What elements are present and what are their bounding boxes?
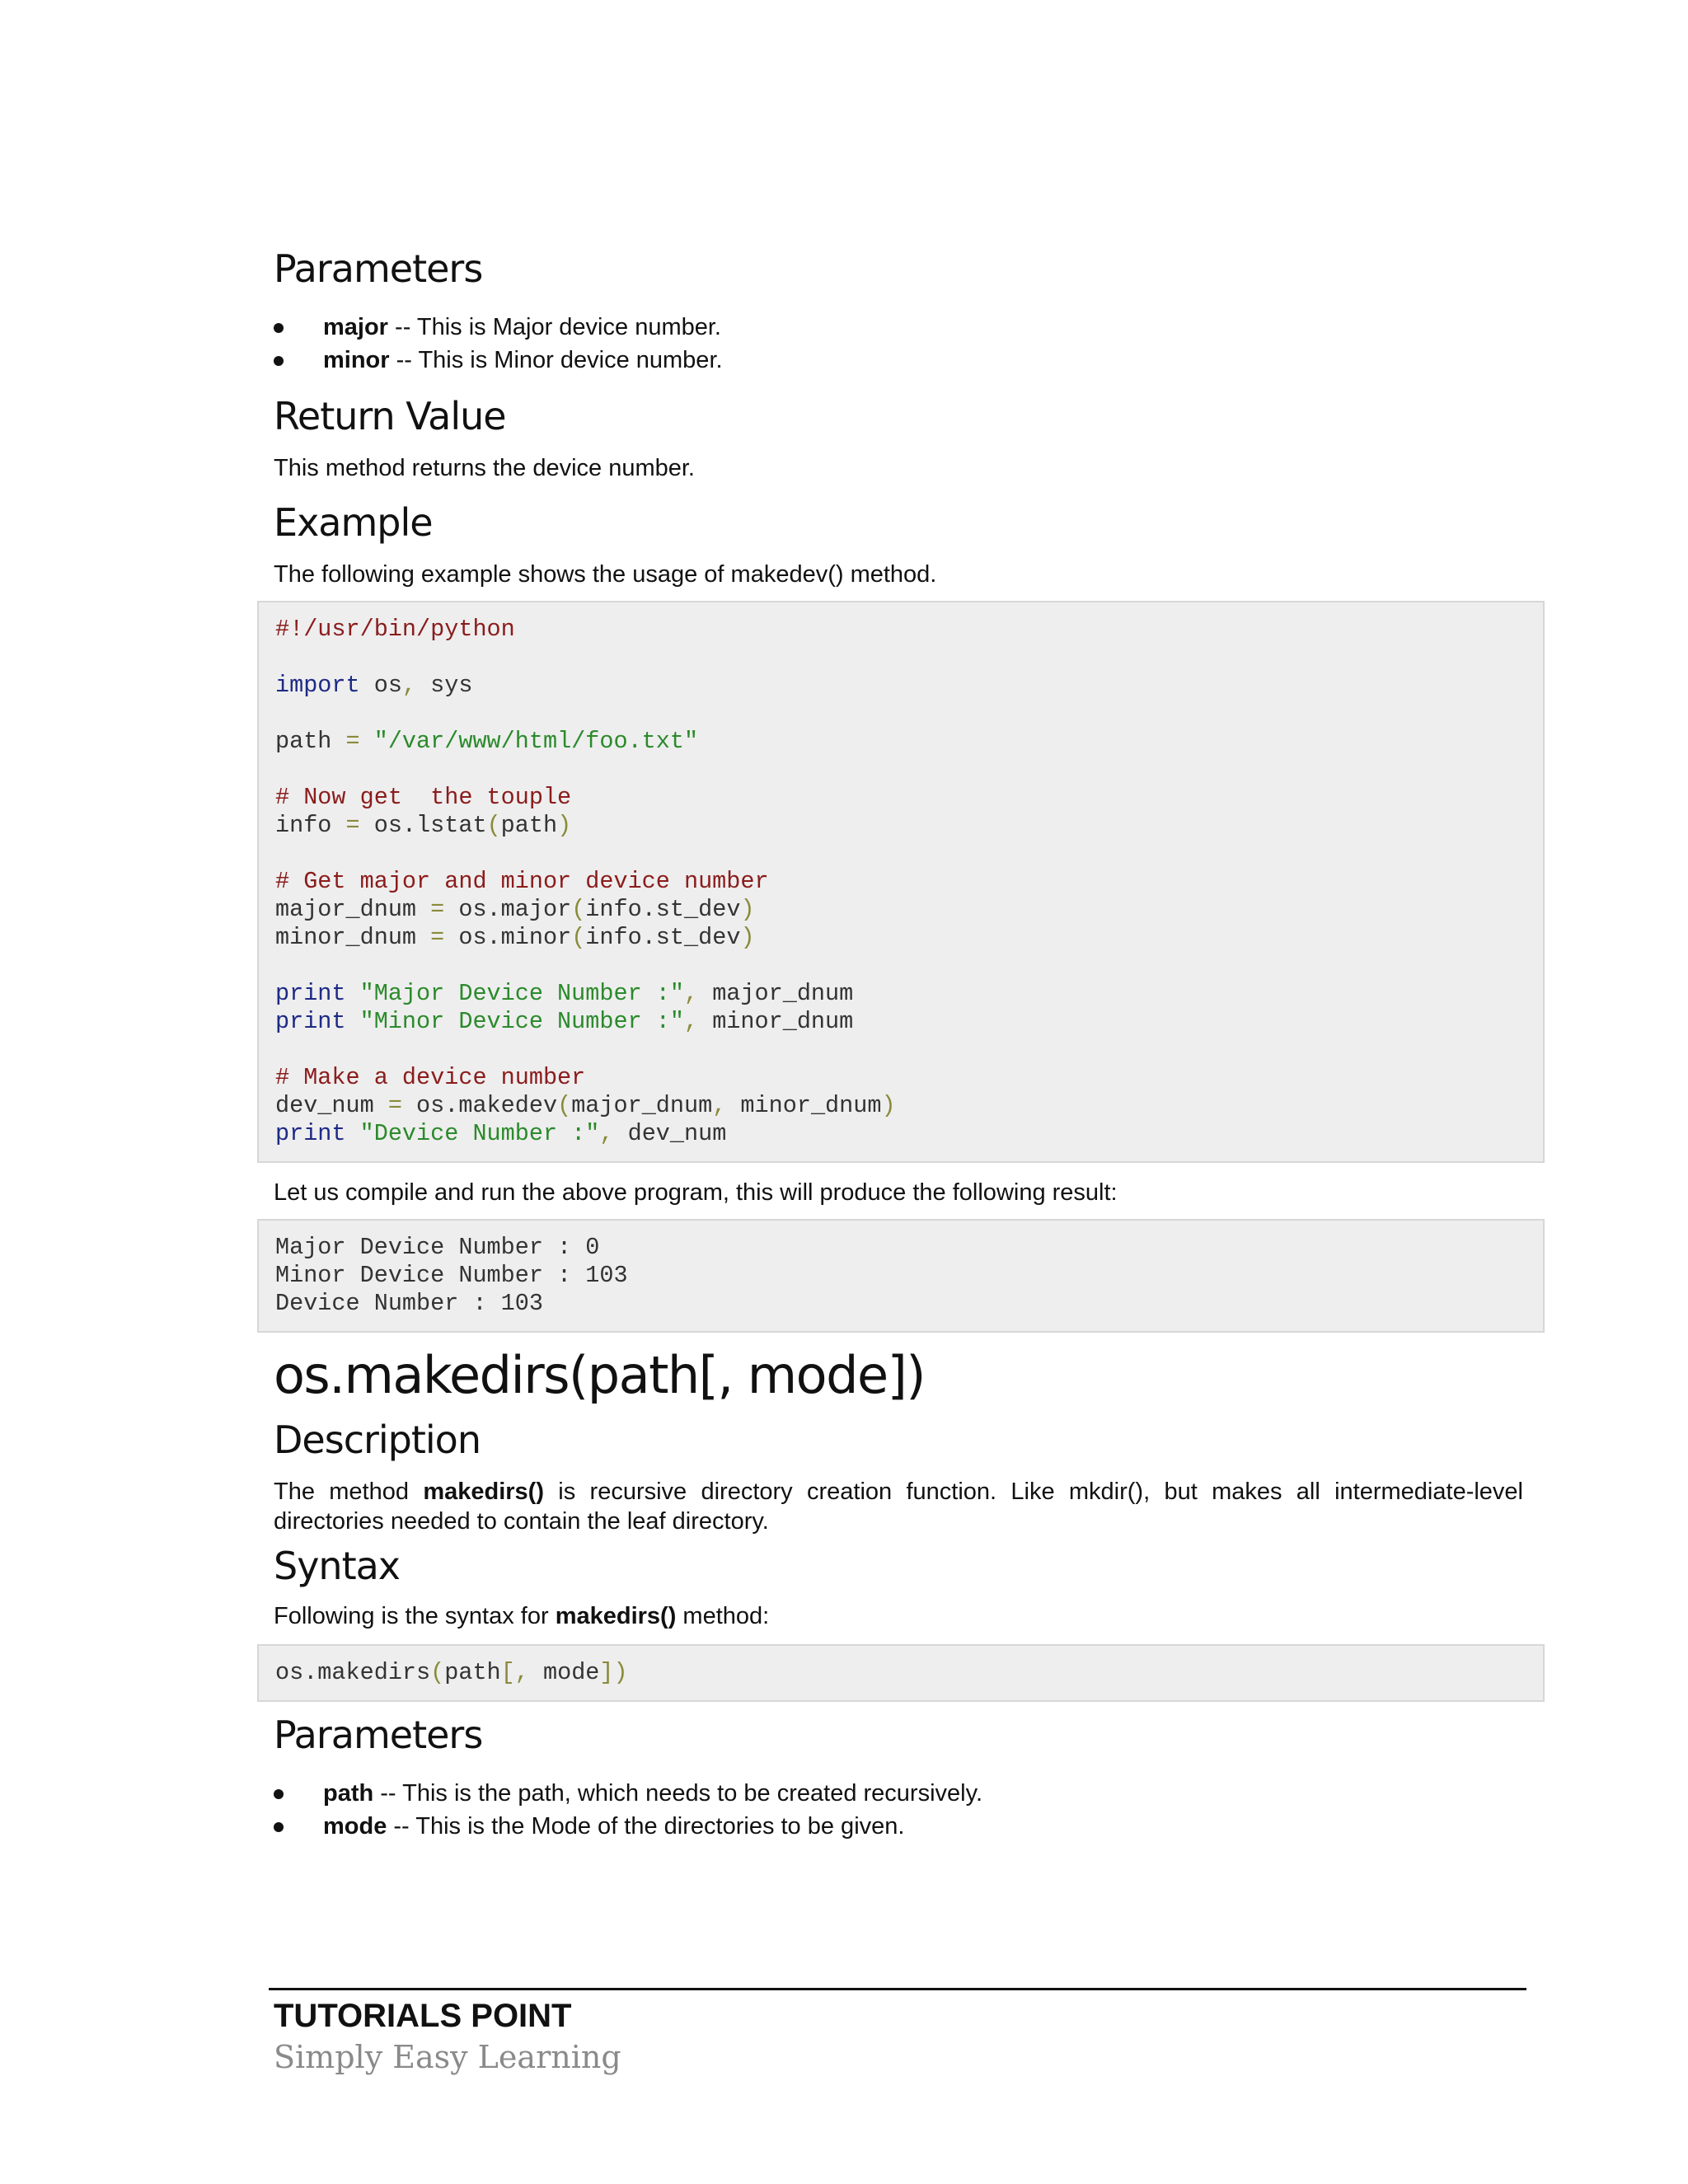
param-name: major — [323, 313, 388, 340]
output-line: Minor Device Number : 103 — [275, 1261, 628, 1289]
code-blank-line — [275, 700, 1526, 728]
parameters-list — [274, 311, 1526, 377]
output-line: Major Device Number : 0 — [275, 1233, 600, 1261]
code-blank-line — [275, 952, 1526, 980]
syntax-heading: Syntax — [274, 1543, 401, 1588]
code-line: print "Device Number :", dev_num — [275, 1119, 727, 1147]
code-line: # Now get the touple — [275, 783, 572, 811]
code-blank-line — [275, 840, 1526, 868]
result-intro: Let us compile and run the above program, this will produce the following result: — [274, 1179, 1118, 1206]
bullet-icon — [274, 1789, 284, 1799]
code-line: # Make a device number — [275, 1063, 586, 1091]
page-content — [274, 247, 1526, 1843]
code-line: os.makedirs(path[, mode]) — [275, 1658, 628, 1686]
code-line: # Get major and minor device number — [275, 867, 769, 895]
param-desc: -- This is the Mode of the directories to be given. — [387, 1812, 905, 1840]
footer-brand: TUTORIALS POINT — [274, 1998, 572, 2034]
code-line: minor_dnum = os.minor(info.st_dev) — [275, 923, 755, 951]
parameters-heading-2: Parameters — [274, 1712, 483, 1757]
param-desc: -- This is Minor device number. — [389, 346, 723, 373]
syntax-code-block — [257, 1644, 1545, 1702]
param-desc: -- This is Major device number. — [387, 313, 721, 340]
return-value-text: This method returns the device number. — [274, 454, 695, 481]
code-blank-line — [275, 644, 1526, 672]
code-blank-line — [275, 756, 1526, 784]
code-block — [257, 601, 1545, 1163]
description-heading: Description — [274, 1417, 481, 1462]
description-text: The method makedirs() is recursive directory creation function. Like mkdir(), but makes all intermediate-level directories needed to contain the leaf directory. — [274, 1478, 1523, 1535]
footer-divider — [269, 1988, 1526, 1990]
list-item — [274, 1777, 1526, 1810]
example-intro: The following example shows the usage of makedev() method. — [274, 560, 937, 588]
return-value-heading: Return Value — [274, 393, 506, 438]
list-item — [274, 311, 1526, 344]
code-line: info = os.lstat(path) — [275, 811, 572, 839]
output-line: Device Number : 103 — [275, 1289, 543, 1317]
code-line: print "Minor Device Number :", minor_dnum — [275, 1007, 854, 1035]
list-item — [274, 1810, 1526, 1843]
output-block — [257, 1219, 1545, 1333]
bullet-icon — [274, 323, 284, 333]
syntax-intro: Following is the syntax for makedirs() method: — [274, 1602, 770, 1629]
code-line: import os, sys — [275, 671, 473, 699]
code-line: print "Major Device Number :", major_dnum — [275, 979, 854, 1007]
param-name: minor — [323, 346, 390, 373]
bullet-icon — [274, 356, 284, 366]
parameters-heading: Parameters — [274, 246, 483, 291]
code-blank-line — [275, 1036, 1526, 1064]
footer-tagline: Simply Easy Learning — [274, 2039, 621, 2075]
list-item — [274, 344, 1526, 377]
code-line: #!/usr/bin/python — [275, 615, 515, 643]
method-title: os.makedirs(path[, mode]) — [274, 1344, 925, 1405]
code-line: dev_num = os.makedev(major_dnum, minor_dnum) — [275, 1091, 896, 1119]
code-line: major_dnum = os.major(info.st_dev) — [275, 895, 755, 923]
parameters-list-2 — [274, 1777, 1526, 1843]
bullet-icon — [274, 1822, 284, 1832]
param-name: mode — [323, 1812, 387, 1840]
param-desc: -- This is the path, which needs to be created recursively. — [373, 1779, 982, 1807]
code-line: path = "/var/www/html/foo.txt" — [275, 727, 699, 755]
example-heading: Example — [274, 499, 433, 545]
param-name: path — [323, 1779, 374, 1807]
